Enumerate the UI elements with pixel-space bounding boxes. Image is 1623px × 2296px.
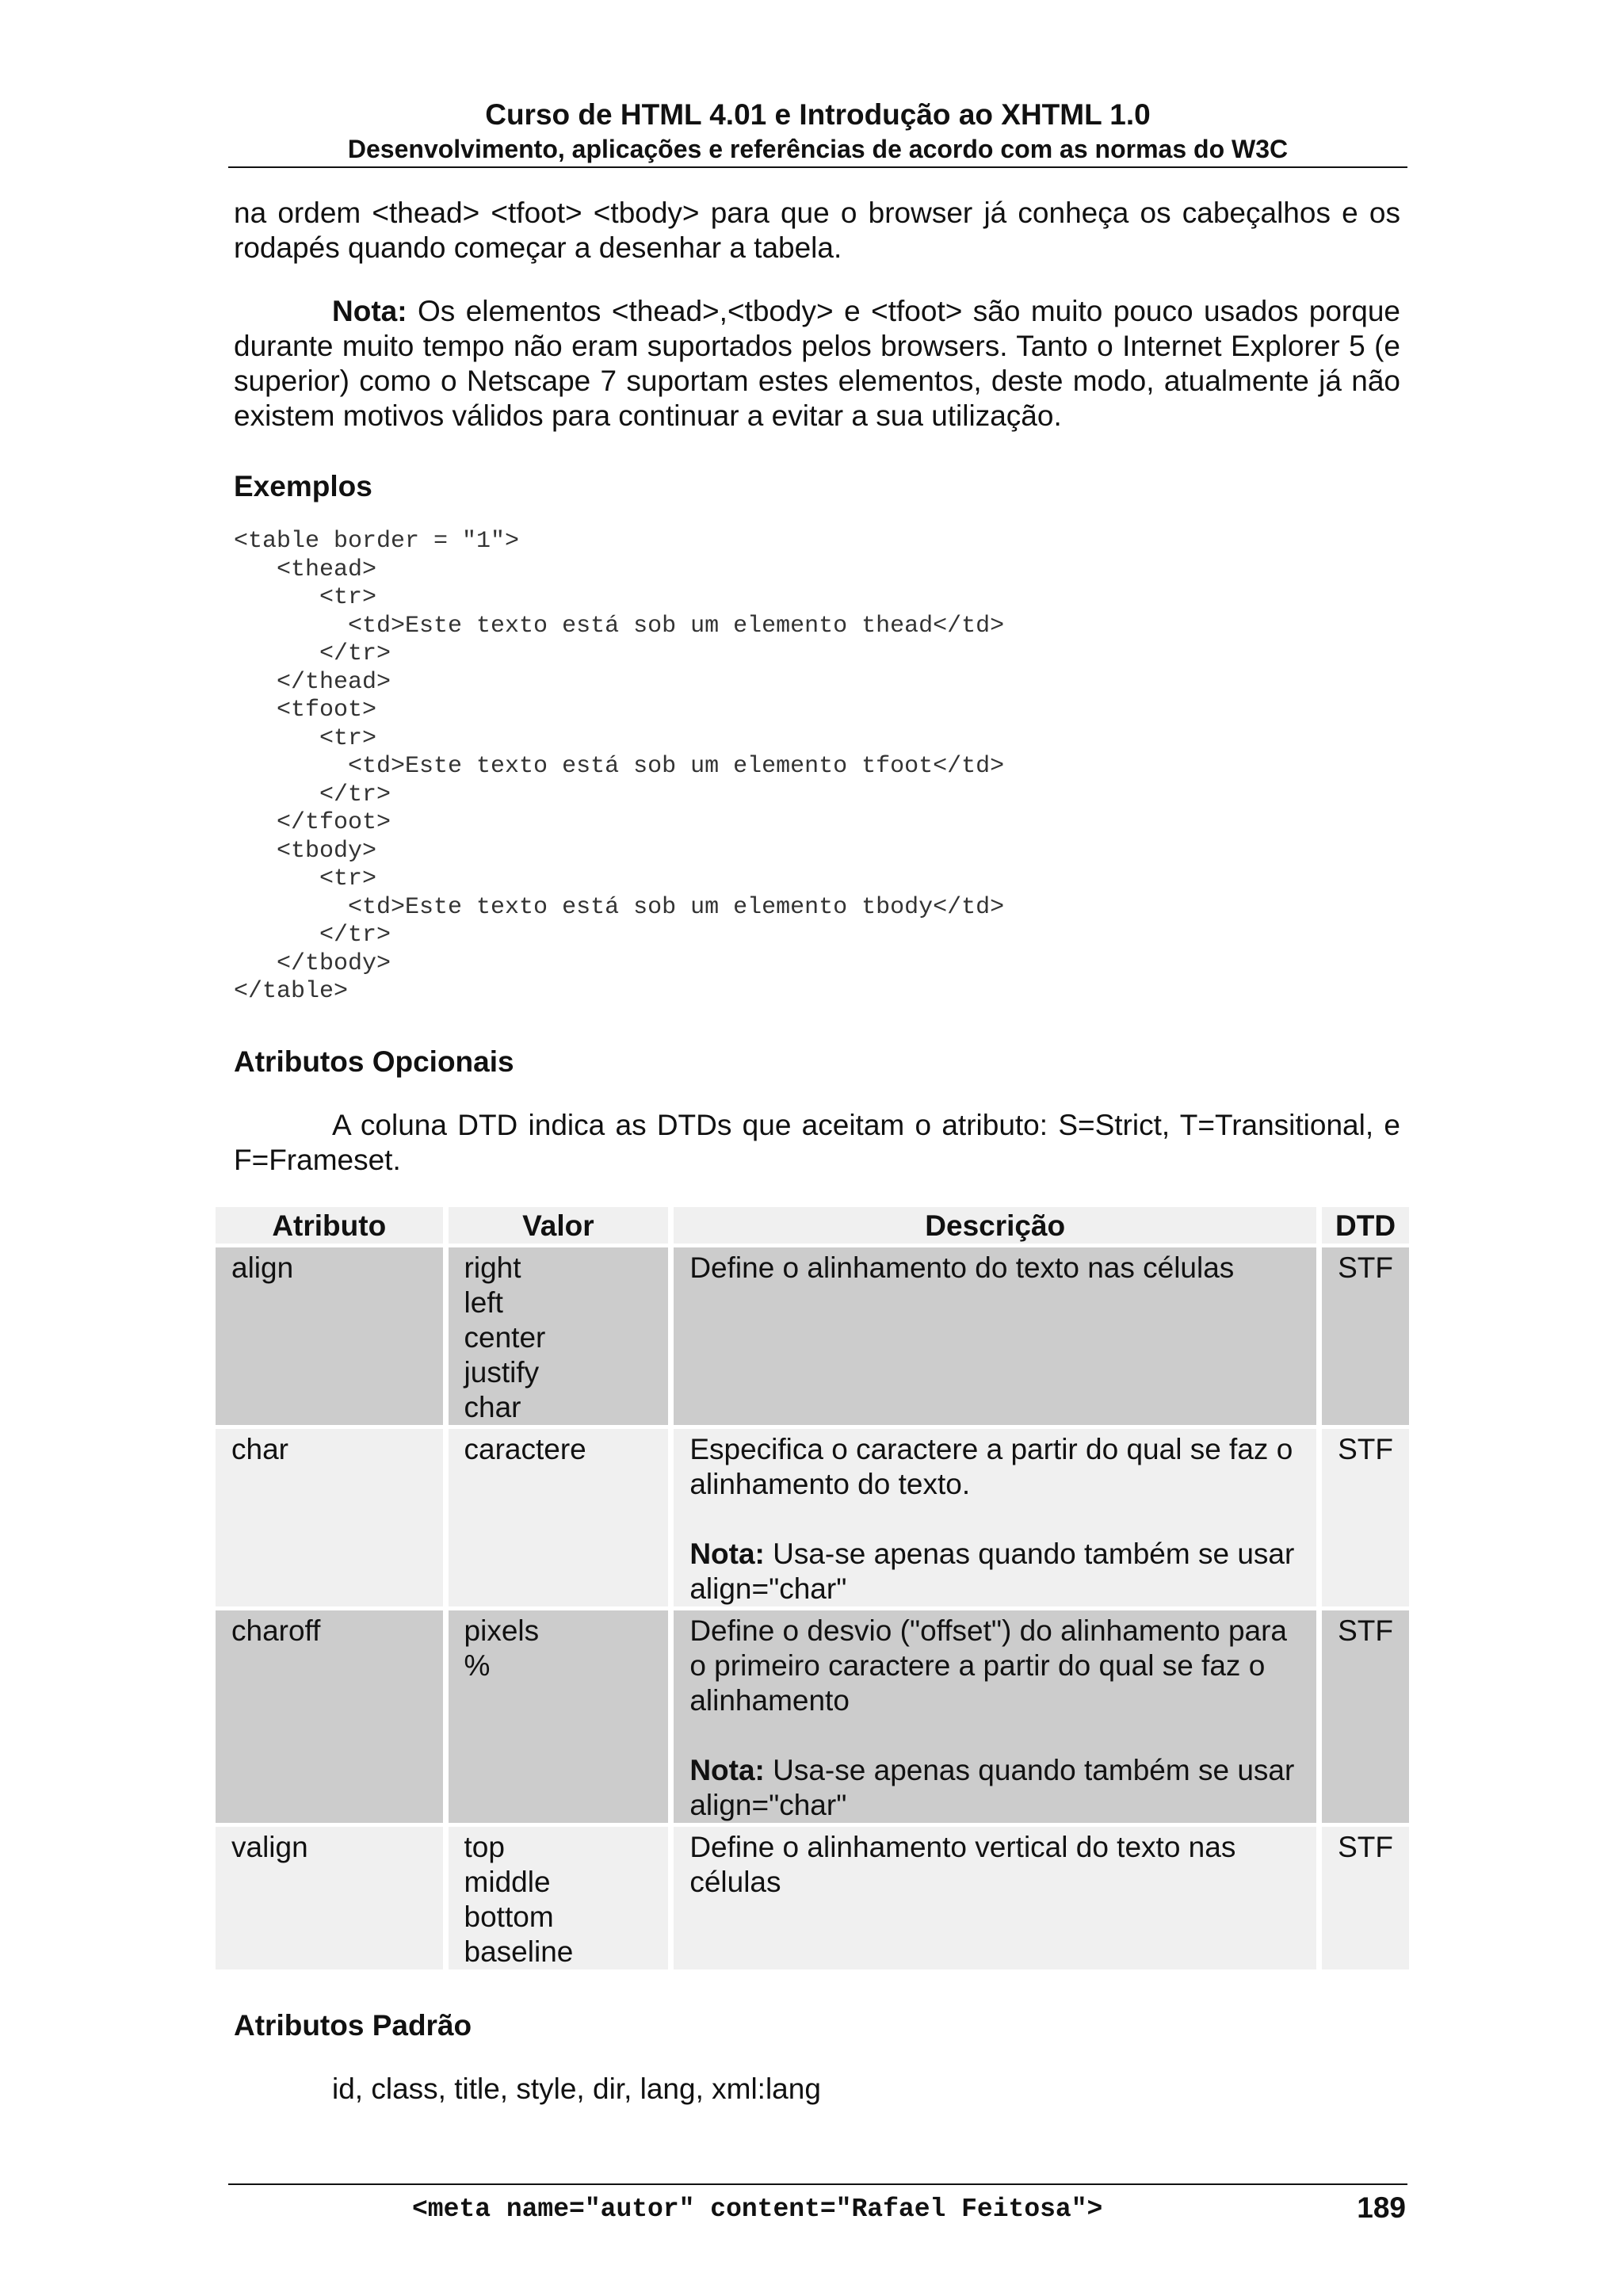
note-label: Nota: <box>689 1538 765 1570</box>
description-text: Define o desvio ("offset") do alinhamento para o primeiro caractere a partir do qual se faz o alinhamento <box>689 1614 1288 1717</box>
value-item: left <box>464 1286 503 1319</box>
header-value: Valor <box>449 1207 669 1244</box>
table-header-row <box>216 1207 1409 1244</box>
dtd-cell: STF <box>1322 1610 1409 1823</box>
intro-paragraph: na ordem <thead> <tfoot> <tbody> para que o browser já conheça os cabeçalhos e os rodapés quando começar a desenhar a tabela. <box>234 197 1400 264</box>
description-cell <box>674 1429 1316 1606</box>
standard-attributes-heading: Atributos Padrão <box>234 2009 472 2042</box>
table-row <box>216 1247 1409 1425</box>
value-item: pixels <box>464 1614 540 1647</box>
attributes-table <box>210 1203 1415 1973</box>
table-row <box>216 1610 1409 1823</box>
dtd-cell: STF <box>1322 1247 1409 1425</box>
page-number: 189 <box>1357 2191 1406 2224</box>
value-item: bottom <box>464 1901 554 1933</box>
footer-rule <box>228 2183 1407 2185</box>
page-header <box>228 97 1407 165</box>
description-note <box>689 1537 1305 1606</box>
dtd-description: A coluna DTD indica as DTDs que aceitam o atributo: S=Strict, T=Transitional, e F=Frameset. <box>234 1109 1400 1176</box>
value-item: right <box>464 1251 521 1284</box>
optional-attributes-heading: Atributos Opcionais <box>234 1045 514 1078</box>
value-item: caractere <box>464 1433 586 1465</box>
value-cell <box>449 1429 669 1606</box>
value-item: top <box>464 1831 505 1863</box>
table-row <box>216 1827 1409 1969</box>
value-item: center <box>464 1321 546 1354</box>
note-label: Nota: <box>689 1754 765 1786</box>
attribute-cell: valign <box>216 1827 443 1969</box>
note-text: Usa-se apenas quando também se usar align="char" <box>689 1538 1295 1605</box>
attribute-cell: char <box>216 1429 443 1606</box>
value-cell <box>449 1247 669 1425</box>
header-description: Descrição <box>674 1207 1316 1244</box>
examples-heading: Exemplos <box>234 470 372 502</box>
document-title: Curso de HTML 4.01 e Introdução ao XHTML 1.0 <box>485 98 1151 131</box>
standard-attributes-list: id, class, title, style, dir, lang, xml:lang <box>332 2073 821 2105</box>
table-row <box>216 1429 1409 1606</box>
note-label: Nota: <box>332 295 407 327</box>
note-text: Usa-se apenas quando também se usar align="char" <box>689 1754 1295 1821</box>
attribute-cell: align <box>216 1247 443 1425</box>
value-cell <box>449 1610 669 1823</box>
footer-meta: <meta name="autor" content="Rafael Feitosa"> <box>412 2195 1103 2224</box>
code-example: <table border = "1"> <thead> <tr> <td>Este texto está sob um elemento thead</td> </tr> </thead> <tfoot> <tr> <td>Este texto está sob um elemento tfoot</td> </tr> </tfoot> <tbody> <tr> <td>Este texto está sob um elemento tbody</td> </tr> </tbody> </table> <box>234 528 1005 1005</box>
note-paragraph <box>234 294 1400 434</box>
document-subtitle: Desenvolvimento, aplicações e referências de acordo com as normas do W3C <box>347 135 1289 163</box>
description-cell: Define o alinhamento do texto nas células <box>674 1247 1316 1425</box>
value-item: justify <box>464 1356 540 1389</box>
value-item: baseline <box>464 1935 574 1968</box>
dtd-cell: STF <box>1322 1429 1409 1606</box>
attribute-cell: charoff <box>216 1610 443 1823</box>
header-attribute: Atributo <box>216 1207 443 1244</box>
description-cell <box>674 1610 1316 1823</box>
value-item: middle <box>464 1866 551 1898</box>
value-item: char <box>464 1391 521 1423</box>
header-rule <box>228 166 1407 168</box>
description-cell: Define o alinhamento vertical do texto nas células <box>674 1827 1316 1969</box>
dtd-cell: STF <box>1322 1827 1409 1969</box>
description-note <box>689 1753 1305 1823</box>
value-item: % <box>464 1649 491 1682</box>
description-text: Especifica o caractere a partir do qual se faz o alinhamento do texto. <box>689 1433 1293 1500</box>
value-cell <box>449 1827 669 1969</box>
header-dtd: DTD <box>1322 1207 1409 1244</box>
note-text: Os elementos <thead>,<tbody> e <tfoot> são muito pouco usados porque durante muito tempo não eram suportados pelos browsers. Tanto o Internet Explorer 5 (e superior) como o Netscape 7 suportam estes elementos, deste modo, atualmente já não existem motivos válidos para continuar a evitar a sua utilização. <box>234 295 1400 432</box>
